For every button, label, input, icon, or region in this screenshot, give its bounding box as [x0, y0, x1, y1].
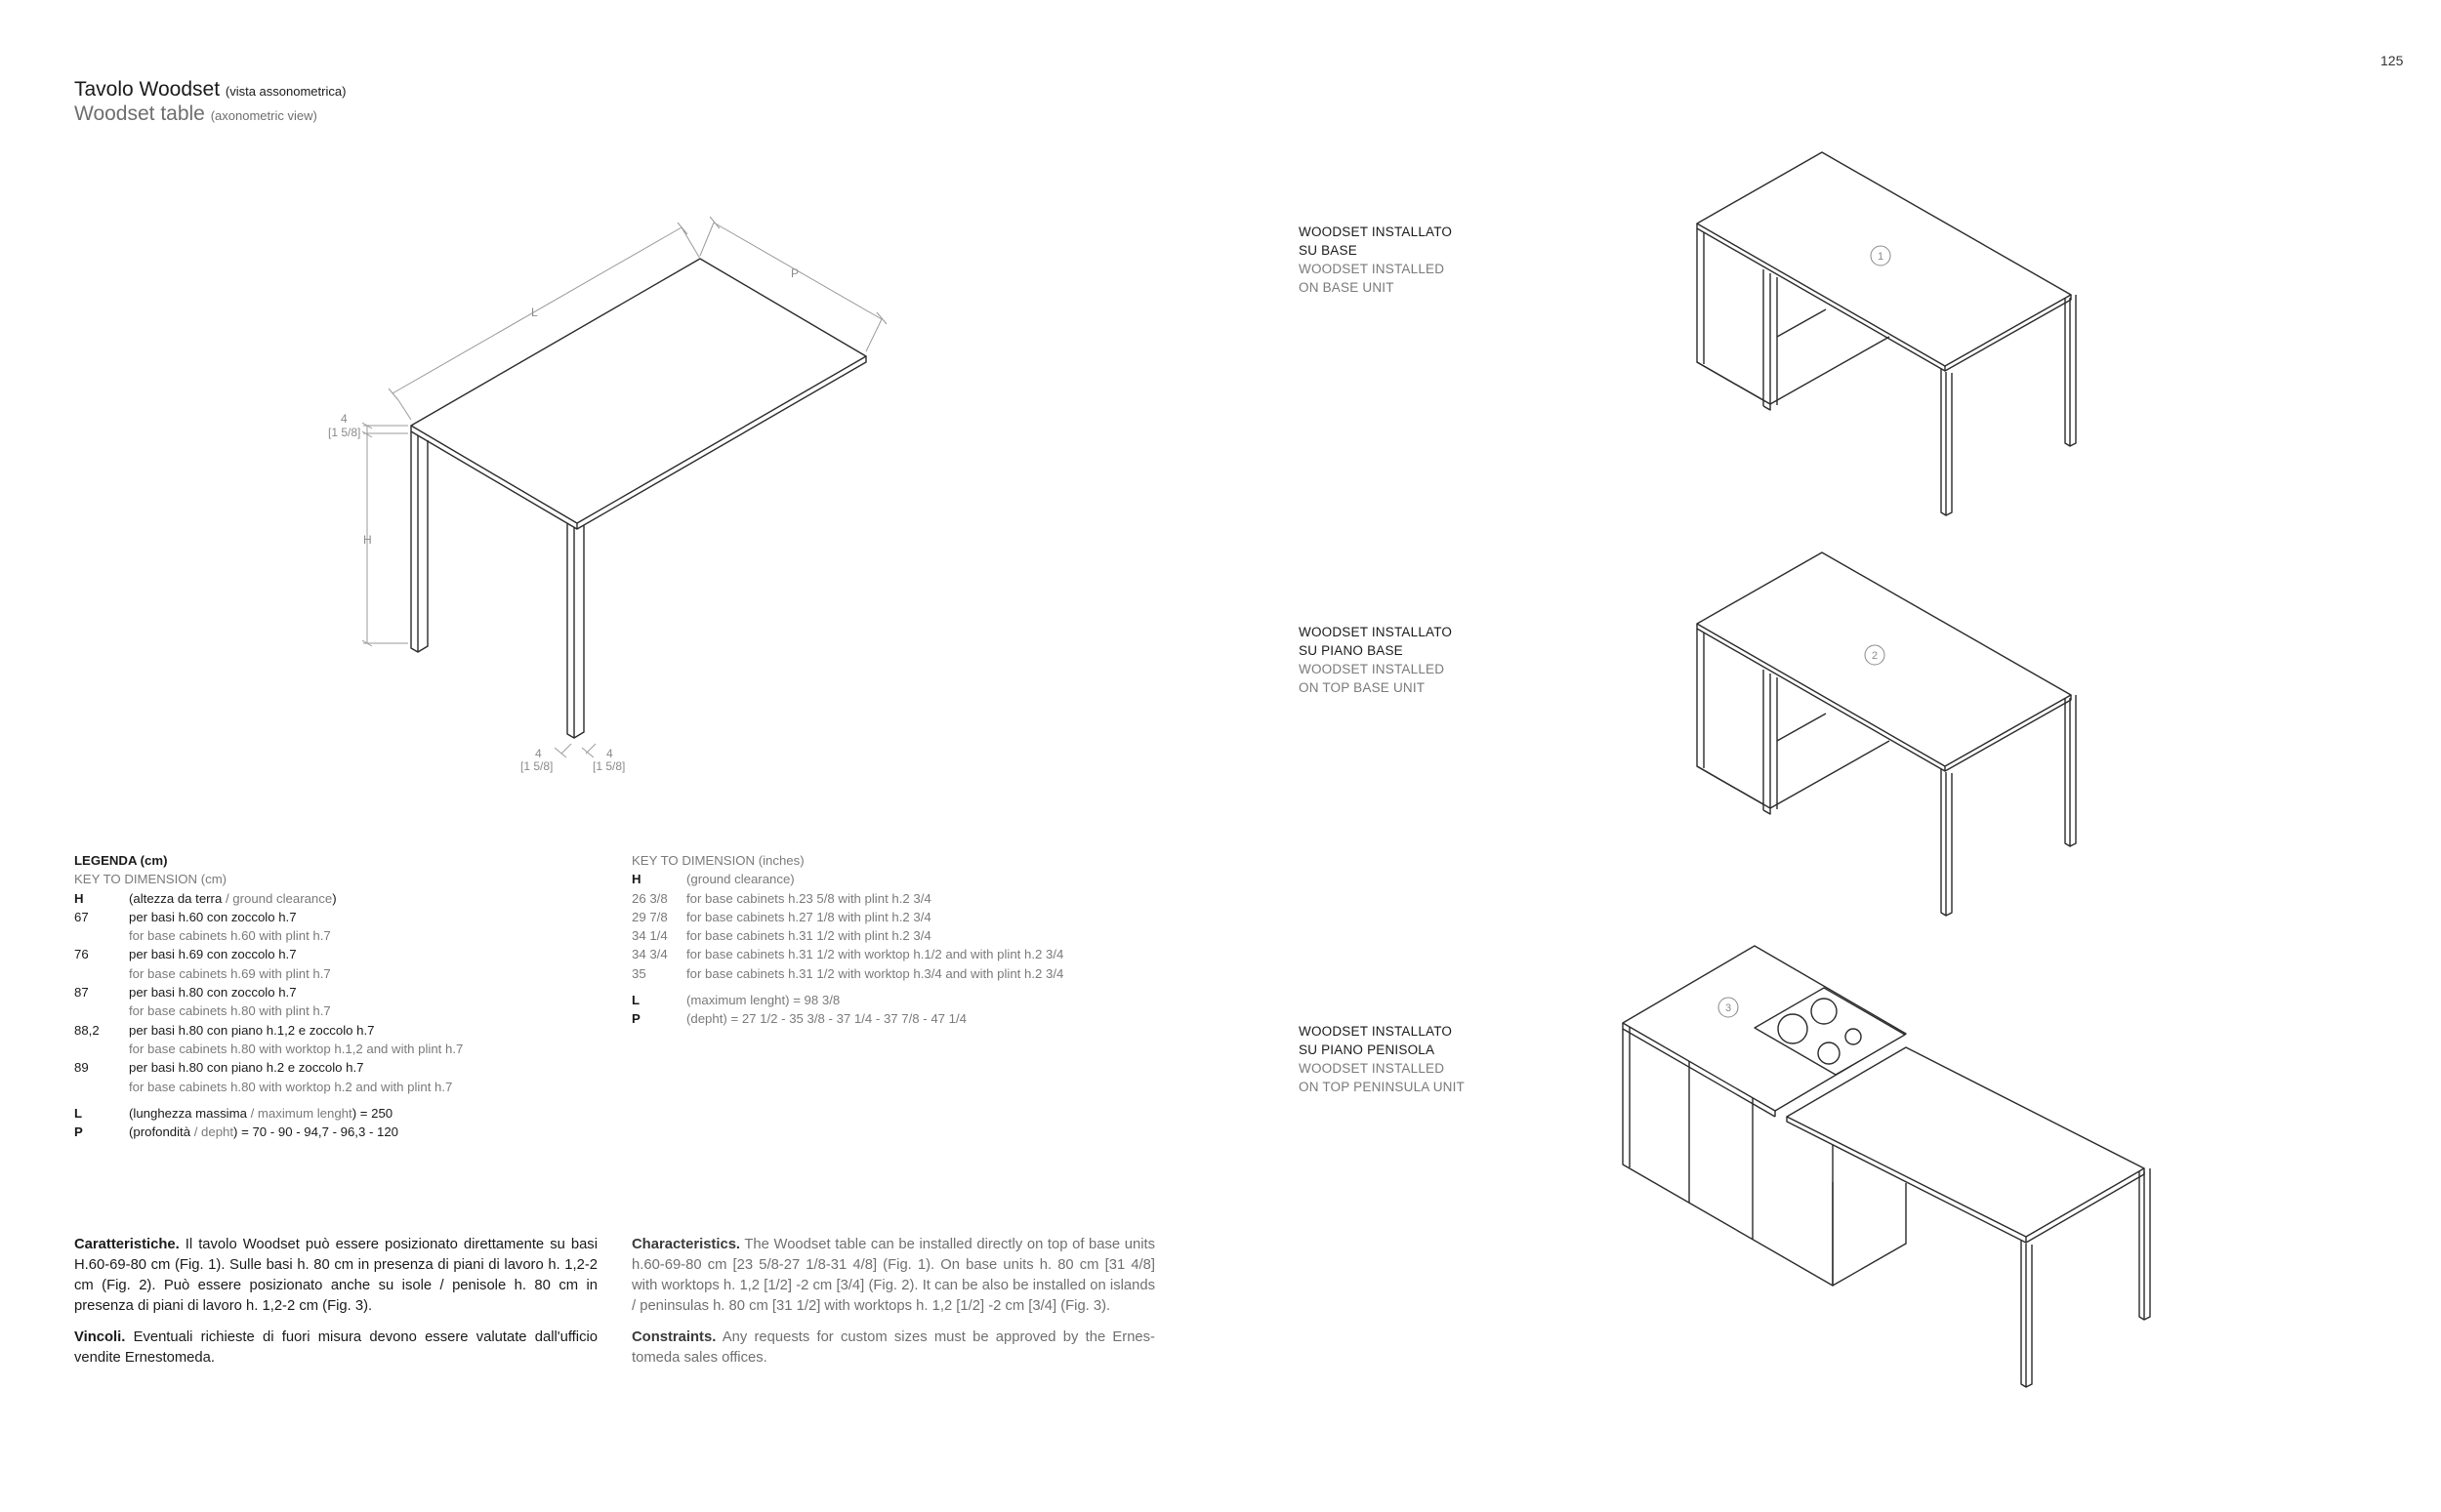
figure-1-label-it-line2: SU BASE: [1299, 243, 1357, 258]
legend-cm-text-it: per basi h.69 con zoccolo h.7: [129, 947, 297, 962]
legend-cm-rows: [74, 908, 621, 1096]
description-english: [632, 1235, 1155, 1369]
title-italian-main: Tavolo Woodset: [74, 78, 221, 101]
figure-2-label-it-line2: SU PIANO BASE: [1299, 643, 1403, 658]
legend-in-row: [632, 889, 1218, 908]
legend-cm-text-en: for base cabinets h.80 with worktop h.1,2 and with plint h.7: [129, 1041, 464, 1056]
legend-in-L-text: (maximum lenght) = 98 3/8: [686, 993, 841, 1008]
figure-3-number: 3: [1724, 1002, 1732, 1014]
figure-3-label-en-line1: WOODSET INSTALLED: [1299, 1061, 1445, 1076]
title-italian-note: (vista assonometrica): [225, 84, 347, 99]
dim-label-P: P: [791, 266, 800, 280]
legend-cm-row: [74, 983, 621, 1021]
constraints-italian-body: Eventuali richieste di fuori misura devono essere valutate dall'ufficio vendite Ernestomeda.: [74, 1329, 598, 1366]
legend-in-key: 34 1/4: [632, 928, 668, 944]
dim-label-L: L: [531, 306, 538, 319]
constraints-english-body: Any requests for custom sizes must be approved by the Ernes-tomeda sales offices.: [632, 1329, 1155, 1366]
figure-1-label-en-line1: WOODSET INSTALLED: [1299, 262, 1445, 276]
legend-in-text: for base cabinets h.23 5/8 with plint h.2 3/4: [686, 890, 931, 906]
legend-in-P-text: (depht) = 27 1/2 - 35 3/8 - 37 1/4 - 37 7/8 - 47 1/4: [686, 1011, 968, 1027]
figure-1-label-it-line1: WOODSET INSTALLATO: [1299, 225, 1453, 239]
legend-in-key: 35: [632, 965, 646, 981]
figure-1-label-en-line2: ON BASE UNIT: [1299, 280, 1394, 295]
legend-in-H-text: (ground clearance): [686, 872, 795, 887]
characteristics-italian: [74, 1235, 598, 1317]
legend-cm-P-value: ) = 70 - 90 - 94,7 - 96,3 - 120: [233, 1124, 399, 1140]
legend-in-row-H: [632, 870, 1218, 888]
figure-1-label: [1299, 223, 1452, 297]
legend-in-key: 26 3/8: [632, 890, 668, 906]
figure-2-label-en-line1: WOODSET INSTALLED: [1299, 662, 1445, 676]
description-italian: [74, 1235, 598, 1369]
legend-cm-text-en: for base cabinets h.80 with plint h.7: [129, 1003, 331, 1019]
legend-cm-H-close: ): [332, 890, 337, 906]
dim-leg-width-2: 4: [606, 747, 613, 760]
legend-cm-key-P: P: [74, 1124, 83, 1140]
legend-cm-key: 76: [74, 947, 89, 962]
dim-label-H: H: [363, 533, 372, 547]
legend-cm-text-it: per basi h.60 con zoccolo h.7: [129, 909, 297, 924]
legend-cm-P-it: (profondità: [129, 1124, 191, 1140]
constraints-english: [632, 1328, 1155, 1369]
legend-cm-L-value: ) = 250: [352, 1105, 393, 1121]
legend-in-key: 34 3/4: [632, 947, 668, 962]
legend-in-key-L: L: [632, 993, 641, 1008]
legend-in-row: [632, 964, 1218, 983]
legend-inches: [632, 851, 1218, 1029]
legend-cm-row: [74, 1021, 621, 1059]
title-english-note: (axonometric view): [210, 108, 317, 123]
characteristics-italian-label: Caratteristiche.: [74, 1237, 180, 1252]
legend-in-rows: [632, 889, 1218, 983]
title-english-main: Woodset table: [74, 102, 205, 125]
legend-cm-row: [74, 908, 621, 946]
characteristics-english: [632, 1235, 1155, 1317]
legend-cm-text-en: for base cabinets h.80 with worktop h.2 and with plint h.7: [129, 1079, 453, 1094]
legend-cm-text-it: per basi h.80 con piano h.2 e zoccolo h.7: [129, 1060, 364, 1076]
legend-in-text: for base cabinets h.31 1/2 with plint h.2 3/4: [686, 928, 931, 944]
legend-cm-row: [74, 1058, 621, 1096]
legend-cm-row-H: [74, 889, 621, 908]
dim-leg-width-1-inches: [1 5/8]: [520, 759, 554, 773]
legend-cm-subheading: KEY TO DIMENSION (cm): [74, 872, 228, 887]
legend-cm-key: 87: [74, 985, 89, 1001]
characteristics-english-label: Characteristics.: [632, 1237, 741, 1252]
legend-cm-H-en: / ground clearance: [222, 890, 333, 906]
legend-in-key: 29 7/8: [632, 909, 668, 924]
legend-cm-row: [74, 945, 621, 983]
legend-cm-key: 67: [74, 909, 89, 924]
figure-2-drawing: [1697, 552, 2076, 916]
legend-cm-key: 89: [74, 1060, 89, 1076]
dim-top-thickness-inches: [1 5/8]: [328, 426, 361, 439]
legend-cm-text-it: per basi h.80 con zoccolo h.7: [129, 985, 297, 1001]
legend-cm-P-en: / depht: [190, 1124, 234, 1140]
main-table-drawing: [411, 259, 866, 738]
legend-in-row-L: [632, 991, 1218, 1009]
legend-in-key-H: H: [632, 872, 641, 887]
legend-cm-text-en: for base cabinets h.69 with plint h.7: [129, 965, 331, 981]
legend-cm: [74, 851, 621, 1141]
legend-cm-heading: LEGENDA (cm): [74, 853, 168, 868]
legend-cm-row-P: [74, 1123, 621, 1141]
legend-in-heading: KEY TO DIMENSION (inches): [632, 853, 805, 868]
legend-cm-L-it: (lunghezza massima: [129, 1105, 247, 1121]
constraints-italian-label: Vincoli.: [74, 1329, 126, 1345]
characteristics-english-body: The Woodset table can be installed directly on top of base units h.60-69-80 cm [23 5/8-27 1/8-31 4/8] (Fig. 1). On base units h. 80 cm [31 4/8] with worktops h. 1,2 [1/2] -2 cm [3/4] (Fig. 2). It can be also be installed on islands / peninsulas h. 80 cm [31 1/2] with worktops h. 1,2 [1/2] -2 cm [3/4] (Fig. 3).: [632, 1237, 1155, 1314]
constraints-english-label: Constraints.: [632, 1329, 717, 1345]
legend-in-text: for base cabinets h.31 1/2 with worktop h.1/2 and with plint h.2 3/4: [686, 947, 1064, 962]
legend-cm-text-en: for base cabinets h.60 with plint h.7: [129, 928, 331, 944]
dim-leg-width-2-inches: [1 5/8]: [593, 759, 626, 773]
figure-2-label-it-line1: WOODSET INSTALLATO: [1299, 625, 1453, 639]
figure-1-number: 1: [1877, 251, 1884, 263]
legend-cm-key-H: H: [74, 890, 84, 906]
dim-top-thickness: 4: [341, 412, 348, 426]
legend-cm-text-it: per basi h.80 con piano h.1,2 e zoccolo h.7: [129, 1022, 375, 1038]
legend-cm-row-L: [74, 1104, 621, 1123]
legend-cm-H-it: (altezza da terra: [129, 890, 223, 906]
dim-leg-width-1: 4: [535, 747, 542, 760]
figure-3-label: [1299, 1022, 1465, 1096]
legend-cm-key: 88,2: [74, 1022, 100, 1038]
figure-2-label: [1299, 623, 1452, 697]
legend-cm-key-L: L: [74, 1105, 83, 1121]
figure-3-label-it-line1: WOODSET INSTALLATO: [1299, 1024, 1453, 1039]
legend-in-text: for base cabinets h.27 1/8 with plint h.2 3/4: [686, 909, 931, 924]
characteristics-italian-body: Il tavolo Woodset può essere posizionato direttamente su basi H.60-69-80 cm (Fig. 1). Sulle basi h. 80 cm in presenza di piani di lavoro h. 1,2-2 cm (Fig. 2). Può essere posizionato anche su isole / penisole h. 80 cm in presenza di piani di lavoro h. 1,2-2 cm (Fig. 3).: [74, 1237, 598, 1314]
legend-cm-L-en: / maximum lenght: [246, 1105, 352, 1121]
legend-in-row: [632, 908, 1218, 926]
figure-2-number: 2: [1871, 650, 1879, 662]
legend-in-row: [632, 926, 1218, 945]
legend-in-key-P: P: [632, 1011, 641, 1027]
legend-in-row: [632, 945, 1218, 963]
legend-in-row-P: [632, 1009, 1218, 1028]
figure-3-drawing: [1623, 946, 2150, 1387]
figure-2-label-en-line2: ON TOP BASE UNIT: [1299, 680, 1426, 695]
figure-3-label-en-line2: ON TOP PENINSULA UNIT: [1299, 1080, 1465, 1094]
constraints-italian: [74, 1328, 598, 1369]
legend-in-text: for base cabinets h.31 1/2 with worktop h.3/4 and with plint h.2 3/4: [686, 965, 1064, 981]
page-number: 125: [2380, 53, 2404, 68]
figure-3-label-it-line2: SU PIANO PENISOLA: [1299, 1042, 1435, 1057]
figure-1-drawing: [1697, 152, 2076, 515]
